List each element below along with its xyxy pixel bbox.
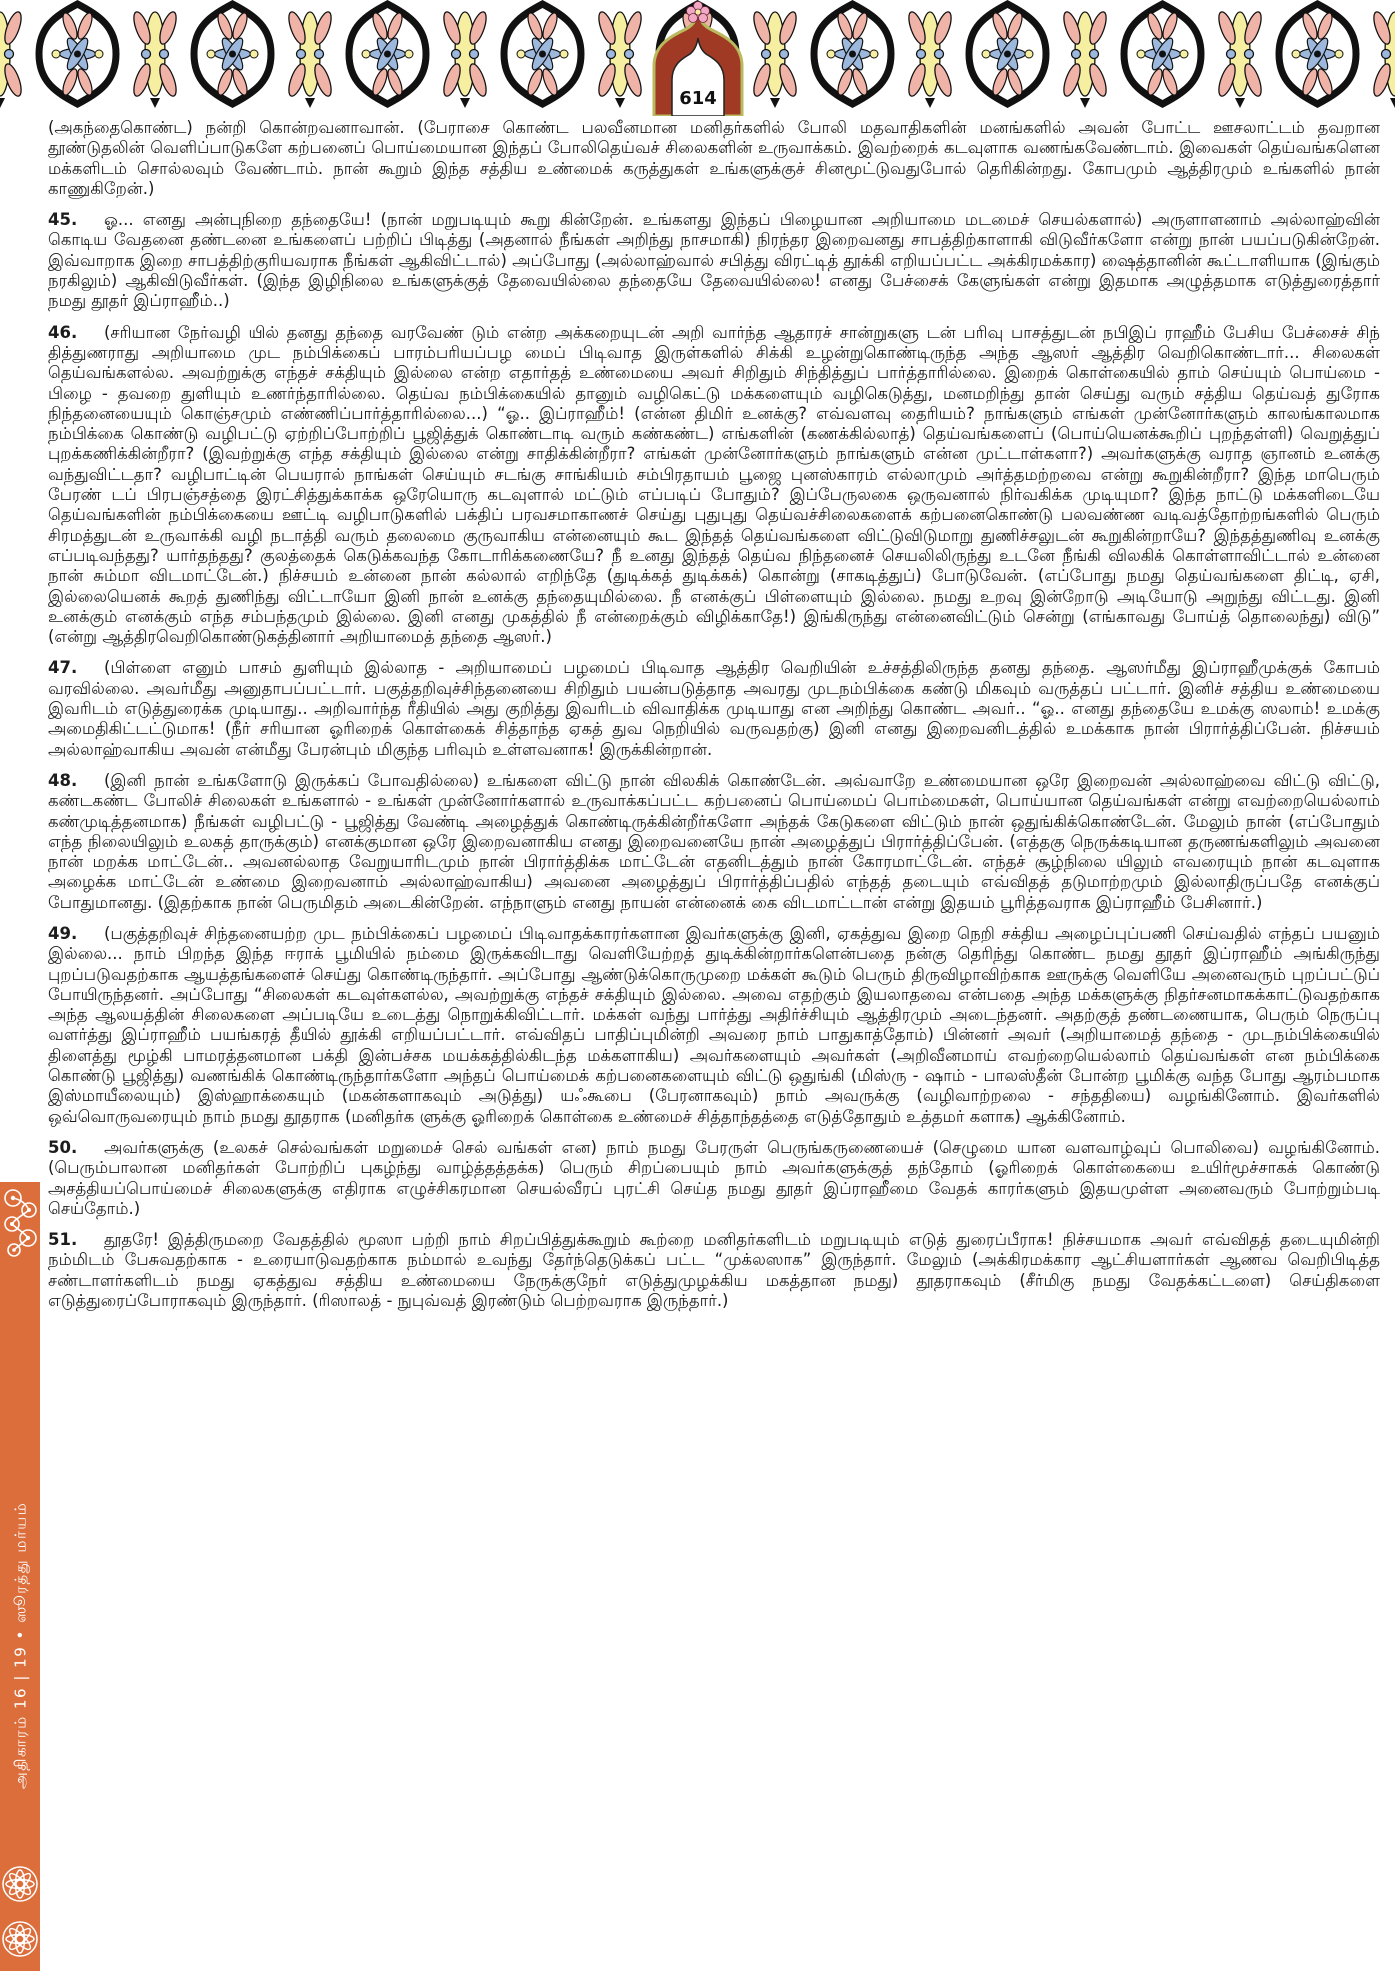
paragraph-text: (இனி நான் உங்களோடு இருக்கப் போவதில்லை) உங்களை விட்டு நான் விலகிக் கொண்டேன். அவ்வாறே உண்மையான ஒரே இறைவன் அல்லாஹ்வை விட்டு விட்டு, கண்டகண்ட போலிச் சிலைகள் உங்களால் - உங்கள் முன்னோர்களால் உருவாக்கப்பட்ட கற்பனைப் பொய்மைப் பொம்மைகள், பொய்யான தெய்வங்கள் என்று எவற்றையெல்லாம் கண்முடித்தனமாக) நீங்கள் வழிபட்டு - பூஜித்து வேண்டி அழைத்துக் கொண்டிருக்கின்றீர்களோ அந்தக் கேடுகளை விட்டும் நான் ஒதுங்கிக்கொண்டேன். மேலும் நான் (எப்போதும் எந்த நிலையிலும் உலகத் தாருக்கும்) எனக்குமான ஒரே இறைவனாகிய எனது இறைவனையே நான் அழைத்துப் பிரார்த்திப்பேன். (எத்தகு நெருக்கடியான தருணங்களிலும் அவனை நான் மறக்க மாட்டேன்.. அவனல்லாத வேறுயாரிடமும் நான் பிரார்த்திக்க மாட்டேன் எதனிடத்தும் நான் கோரமாட்டேன். எந்தச் சூழ்நிலை யிலும் எவரையும் நான் கடவுளாக அழைக்க மாட்டேன் உண்மை இறைவனாம் அல்லாஹ்வாகிய) அவனை அழைத்துப் பிரார்த்திப்பதில் எந்தத் தடையும் எவ்விதத் தடுமாற்றமும் இல்லாதிருப்பதே எனக்குப் போதுமானது. (இதற்காக நான் பெருமிதம் அடைகின்றேன். எந்நாளும் எனது நாயன் என்னைக் கை விடமாட்டான் என்று இதயம் பூரித்தவராக இப்ராஹீம் பேசினார்.): [48, 770, 1380, 912]
paragraph-45: [48, 210, 1380, 311]
sidebar-surah-strip: [0, 1182, 40, 1971]
paragraph-text: (பிள்ளை எனும் பாசம் துளியும் இல்லாத - அறியாமைப் பழமைப் பிடிவாத ஆத்திர வெறியின் உச்சத்திலிருந்த தனது தந்தை. ஆஸர்மீது இப்ராஹீமுக்குக் கோபம் வரவில்லை. அவர்மீது அனுதாபப்பட்டார். பகுத்தறிவுச்சிந்தனையை சிறிதும் பயன்படுத்தாத அவரது முடநம்பிக்கை கண்டு மிகவும் வருத்தப் பட்டார். இனிச் சத்திய உண்மையை இவரிடம் எடுத்துரைக்க முடியாது.. அறிவார்ந்த ரீதியில் அது குறித்து இவரிடம் விவாதிக்க முடியாது என அறிந்து கொண்ட அவர்.. “ஓ.. எனது தந்தையே உமக்கு ஸலாம்! உமக்கு அமைதிகிட்டட்டுமாக! (நீர் சரியான ஓரிறைக் கொள்கைக் சித்தாந்த ஏகத் துவ நெறியில் வருவதற்கு) இனி எனது இறைவனிடத்தில் உமக்காக நான் பிரார்த்திப்பேன். நிச்சயம் அல்லாஹ்வாகிய அவன் என்மீது பேரன்பும் மிகுந்த பரிவும் உள்ளவனாக! இருக்கின்றான்.: [48, 658, 1380, 759]
paragraph-48: [48, 771, 1380, 913]
sidebar-surah-label: அதிகாரம் 16 | 19 • ஸூரத்து மர்யம்: [11, 1501, 30, 1789]
paragraph-text: (சரியான நேர்வழி யில் தனது தந்தை வரவேண் டும் என்ற அக்கறையுடன் அறி வார்ந்த ஆதாரச் சான்றுகளு டன் பரிவு பாசத்துடன் நபிஇப் ராஹீம் பேசிய பேச்சைச் சிந் தித்துணராது அறியாமை முட நம்பிக்கைப் பாரம்பரியப்பழ மைப் பிடிவாத இருள்களில் சிக்கி உழன்றுகொண்டிருந்த அந்த ஆஸர் ஆத்திர வெறிகொண்டார்... சிலைகள் தெய்வங்களல்ல. அவற்றுக்கு எந்தச் சக்தியும் இல்லை என்ற எதார்தத் உண்மையை அவர் சிறிதும் சிந்தித்துப் பார்த்தாரில்லை. இறைக் கொள்கையில் தாம் செய்யும் பொய்மை - பிழை - தவறை துளியும் உணர்ந்தாரில்லை. தெய்வ நம்பிக்கையில் தானும் வழிகெட்டு மக்களையும் வழிகெடுத்து, மனமறிந்து தான் செய்து வரும் சத்திய தெய்வத் துரோக நிந்தனையையும் கொஞ்சமும் எண்ணிப்பார்த்தாரில்லை...) “ஓ.. இப்ராஹீம்! (என்ன திமிர் உனக்கு? எவ்வளவு தைரியம்? நாங்களும் எங்கள் முன்னோர்களும் காலங்காலமாக நம்பிக்கை கொண்டு வழிபட்டு ஏற்றிப்போற்றிப் பூஜித்துக் கொண்டாடி வரும் கண்கண்ட) எங்களின் (கணக்கில்லாத்) தெய்வங்களைப் (பொய்யெனக்கூறிப் புறந்தள்ளி) வெறுத்துப் புறக்கணிக்கின்றீரா? (இவற்றுக்கு எந்த சக்தியும் இல்லை என்று சாதிக்கின்றீரா? எங்கள் முன்னோர்களும் நாங்களும் என்ன முட்டாள்களா?) அவர்களுக்கு வராத ஞானம் உனக்கு வந்துவிட்டதா? வழிபாட்டின் பெயரால் நாங்கள் செய்யும் சடங்கு சாங்கியம் சம்பிரதாயம் பூஜை புனஸ்காரம் எல்லாமும் அர்த்தமற்றவை என்று கூறுகின்றீரா? இந்த மாபெரும் பேரண் டப் பிரபஞ்சத்தை இரட்சித்துக்காக்க ஒரேயொரு கடவுளால் மட்டும் எப்படிப் போதும்? இப்பேருலகை ஒருவனால் நிர்வகிக்க முடியுமா? இந்த நாட்டு மக்களிடையே தெய்வங்களின் நம்பிக்கையை ஊட்டி வழிபாடுகளில் பக்திப் பரவசமாகாணச் செய்து புதுபுது தெய்வச்சிலைகளைக் கற்பனைகொண்டு பலவண்ண வடிவத்தோற்றங்களில் பெரும் சிரமத்துடன் உருவாக்கி வழி நடாத்தி வரும் தலைமை குருவாகிய என்னையும் கூட இந்தத் தெய்வங்களை விட்டுவிடுமாறு துணிச்சலுடன் கூறுகின்றாயே? இந்தத்துணிவு உனக்கு எப்படிவந்தது? யார்தந்தது? குலத்தைக் கெடுக்கவந்த கோடாரிக்கணையே? நீ உனது இந்தத் தெய்வ நிந்தனைச் செயலிலிருந்து உடனே நீங்கி விலகிக் கொள்ளாவிட்டால் உன்னை நான் சும்மா விடமாட்டேன்.) நிச்சயம் உன்னை நான் கல்லால் எறிந்தே (துடிக்கத் துடிக்கக்) கொன்று (சாகடித்துப்) போடுவேன். (எப்போது நமது தெய்வங்களை திட்டி, ஏசி, இல்லையெனக் கூறத் துணிந்து விட்டாயோ இனி நான் உனக்கு தந்தையுமில்லை. நீ எனக்குப் பிள்ளையும் இல்லை. நமது உறவு இன்றோடு அடியோடு அறுந்து விட்டது. இனி உனக்கும் எனக்கும் எந்த சம்பந்தமும் இல்லை. இனி எனது முகத்தில் நீ என்றைக்கும் விழிக்காதே!) இங்கிருந்து என்னைவிட்டும் சென்று (எங்காவது போய்த் தொலைந்து) விடு” (என்று ஆத்திரவெறிகொண்டுகத்தினார் அறியாமைத் தந்தை ஆஸர்.): [48, 322, 1380, 647]
paragraph-text: ஓ... எனது அன்புநிறை தந்தையே! (நான் மறுபடியும் கூறு கின்றேன். உங்களது இந்தப் பிழையான அறியாமை மடமைச் செயல்களால்) அருளாளனாம் அல்லாஹ்வின் கொடிய வேதனை தண்டனை உங்களைப் பற்றிப் பிடித்து (அதனால் நீங்கள் அறிந்து நாசமாகி) நிரந்தர இறைவனது சாபத்திற்காளாகி விடுவீர்களோ என்று நான் பயப்படுகின்றேன். இவ்வாறாக இறை சாபத்திற்குரியவராக நீங்கள் ஆகிவிட்டால்) அப்போது (அல்லாஹ்வால் சபித்து விரட்டித் தூக்கி எறியப்பட்ட அக்கிரமக்கார) ஷைத்தானின் கூட்டாளியாக (இங்கும் நரகிலும்) ஆகிவிடுவீர்கள். (இந்த இழிநிலை உங்களுக்குத் தேவையில்லை தந்தையே தேவையில்லை! எனது பேச்சைக் கேளுங்கள் என்று இதமாக அழுத்தமாக எடுத்துரைத்தார் நமது தூதர் இப்ராஹீம்..): [48, 210, 1380, 311]
rosette-ornament-icon: [0, 1857, 40, 1967]
paragraph-47: [48, 658, 1380, 759]
main-text-column: [48, 118, 1380, 1322]
paragraph-text: அவர்களுக்கு (உலகச் செல்வங்கள் மறுமைச் செல் வங்கள் என) நாம் நமது பேரருள் பெருங்கருணையைச் (செழுமை யான வளவாழ்வுப் பொலிவை) வழங்கினோம். (பெரும்பாலான மனிதர்கள் போற்றிப் புகழ்ந்து வாழ்த்தத்தக்க) பெரும் சிறப்பையும் நாம் அவர்களுக்குத் தந்தோம் (ஓரிறைக் கொள்கையை உயிர்மூச்சாகக் கொண்டு அசத்தியப்பொய்மைச் சிலைகளுக்கு எதிராக எழுச்சிகரமான செயல்வீரப் புரட்சி செய்த நமது தூதர் இப்ராஹீமை வேதக் காரர்களும் இதயமுள்ள அனைவரும் போற்றும்படி செய்தோம்.): [48, 1137, 1380, 1218]
paragraph-text: (பகுத்தறிவுச் சிந்தனையற்ற முட நம்பிக்கைப் பழமைப் பிடிவாதக்காரர்களான இவர்களுக்கு இனி, ஏகத்துவ இறை நெறி சக்திய அழைப்புப்பணி செய்வதில் எந்தப் பயனும் இல்லை... நாம் பிறந்த இந்த ஈராக் பூமியில் நம்மை இருக்கவிடாது வெளியேற்றத் துடிக்கின்றார்களென்பதை நன்கு தெரிந்து கொண்ட நமது தூதர் இப்ராஹீம் அங்கிருந்து புறப்படுவதற்காக ஆயத்தங்களைச் செய்து கொண்டிருந்தார். அப்போது ஆண்டுக்கொருமுறை மக்கள் கூடும் பெரும் திருவிழாவிற்காக ஊருக்கு வெளியே அனைவரும் புறப்பட்டுப் போயிருந்தனர். அப்போது “சிலைகள் கடவுள்களல்ல, அவற்றுக்கு எந்தச் சக்தியும் இல்லை. அவை எதற்கும் இயலாதவை என்பதை அந்த மக்களுக்கு நிதர்சனமாகக்காட்டுவதற்காக அந்த ஆலயத்தின் சிலைகளை அப்படியே உடைத்து நொறுக்கிவிட்டார். மக்கள் வந்து பார்த்து அதிர்ச்சியும் ஆத்திரமும் அடைந்தனர். அதற்குத் தண்டணையாக, பெரும் நெருப்பு வளர்த்து இப்ராஹீம் பயங்கரத் தீயில் தூக்கி எறியப்பட்டார். எவ்விதப் பாதிப்புமின்றி அவரை நாம் பாதுகாத்தோம்) பின்னர் அவர் (அறியாமைத் தந்தை - முடநம்பிக்கையில் திளைத்து மூழ்கி பாமரத்தனமான பக்தி இன்பச்சக மயக்கத்தில்கிடந்த மக்களாகிய) அவர்களையும் அவர்கள் (அறிவீனமாய் எவற்றையெல்லாம் தெய்வங்கள் என நம்பிக்கை கொண்டு பூஜித்து) வணங்கிக் கொண்டிருந்தார்களோ அந்தப் பொய்மைக் கற்பனைகளையும் விட்டு ஒதுங்கி (மிஸ்ரு - ஷாம் - பாலஸ்தீன் போன்ற பூமிக்கு வந்த போது ஆரம்பமாக இஸ்மாயீலையும்) இஸ்ஹாக்கையும் (மகன்களாகவும் அடுத்து) யஃகூபை (பேரனாகவும்) நாம் அவருக்கு (வழிவாற்றலை - சந்ததியை) வழங்கினோம். இவர்களில் ஒவ்வொருவரையும் நாம் நமது தூதராக (மனிதர்க ளுக்கு ஓரிறைக் கொள்கை உண்மைச் சித்தாந்தத்தை எடுத்தோதும் உத்தமர் களாக) ஆக்கினோம்.: [48, 923, 1380, 1126]
verse-number: 46.: [48, 322, 78, 342]
verse-number: 48.: [48, 770, 78, 790]
paragraph-49: [48, 924, 1380, 1127]
paragraph-continuation: [48, 118, 1380, 199]
paragraph-51: [48, 1230, 1380, 1311]
paragraph-text: தூதரே! இத்திருமறை வேதத்தில் மூஸா பற்றி நாம் சிறப்பித்துக்கூறும் கூற்றை மனிதர்களிடம் மறுபடியும் எடுத் துரைப்பீராக! நிச்சயமாக அவர் எவ்விதத் தடையுமின்றி நம்மிடம் பேசுவதற்காக - உரையாடுவதற்காக நம்மால் உவந்து தேர்ந்தெடுக்கப் பட்ட “முக்லஸாக” இருந்தார். மேலும் (அக்கிரமக்கார ஆட்சியளார்கள் ஆணவ வெறிபிடித்த சண்டாளர்களிடம் நமது ஏகத்துவ சத்திய உண்மையை நேருக்குநேர் எடுத்துமுழக்கிய மகத்தான நமது) தூதராகவும் (சீர்மிகு நமது வேதக்கட்டளை) செய்திகளை எடுத்துரைப்போராகவும் இருந்தார். (ரிஸாலத் - நுபுவ்வத் இரண்டும் பெற்றவராக இருந்தார்.): [48, 1230, 1380, 1311]
page-number-badge: [638, 0, 758, 116]
paragraph-50: [48, 1138, 1380, 1219]
page-number: 614: [678, 88, 717, 109]
floral-flourish-icon: [0, 1184, 40, 1264]
paragraph-text: (அகந்தைகொண்ட) நன்றி கொன்றவனாவான். (பேராசை கொண்ட பலவீனமான மனிதர்களில் போலி மதவாதிகளின் மனங்களில் அவன் போட்ட ஊசலாட்டம் தவறான தூண்டுதலின் வெளிப்பாடுகளே கற்பனைப் பொய்மையான இந்தப் போலிதெய்வச் சிலைகளின் உருவாக்கம். இவற்றைக் கடவுளாக வணங்கவேண்டாம். இவைகள் தெய்வங்களென மக்களிடம் சொல்லவும் வேண்டாம். நான் கூறும் இந்த சத்திய உண்மைக் கருத்துகள் உங்களுக்குச் சினமூட்டுவதுபோல் தெரிகின்றது. கோபமும் ஆத்திரமும் உங்களில் நான் காணுகிறேன்.): [48, 118, 1380, 198]
paragraph-46: [48, 323, 1380, 648]
verse-number: 51.: [48, 1230, 78, 1250]
verse-number: 49.: [48, 923, 78, 943]
verse-number: 50.: [48, 1137, 78, 1157]
verse-number: 45.: [48, 210, 78, 230]
verse-number: 47.: [48, 658, 78, 678]
